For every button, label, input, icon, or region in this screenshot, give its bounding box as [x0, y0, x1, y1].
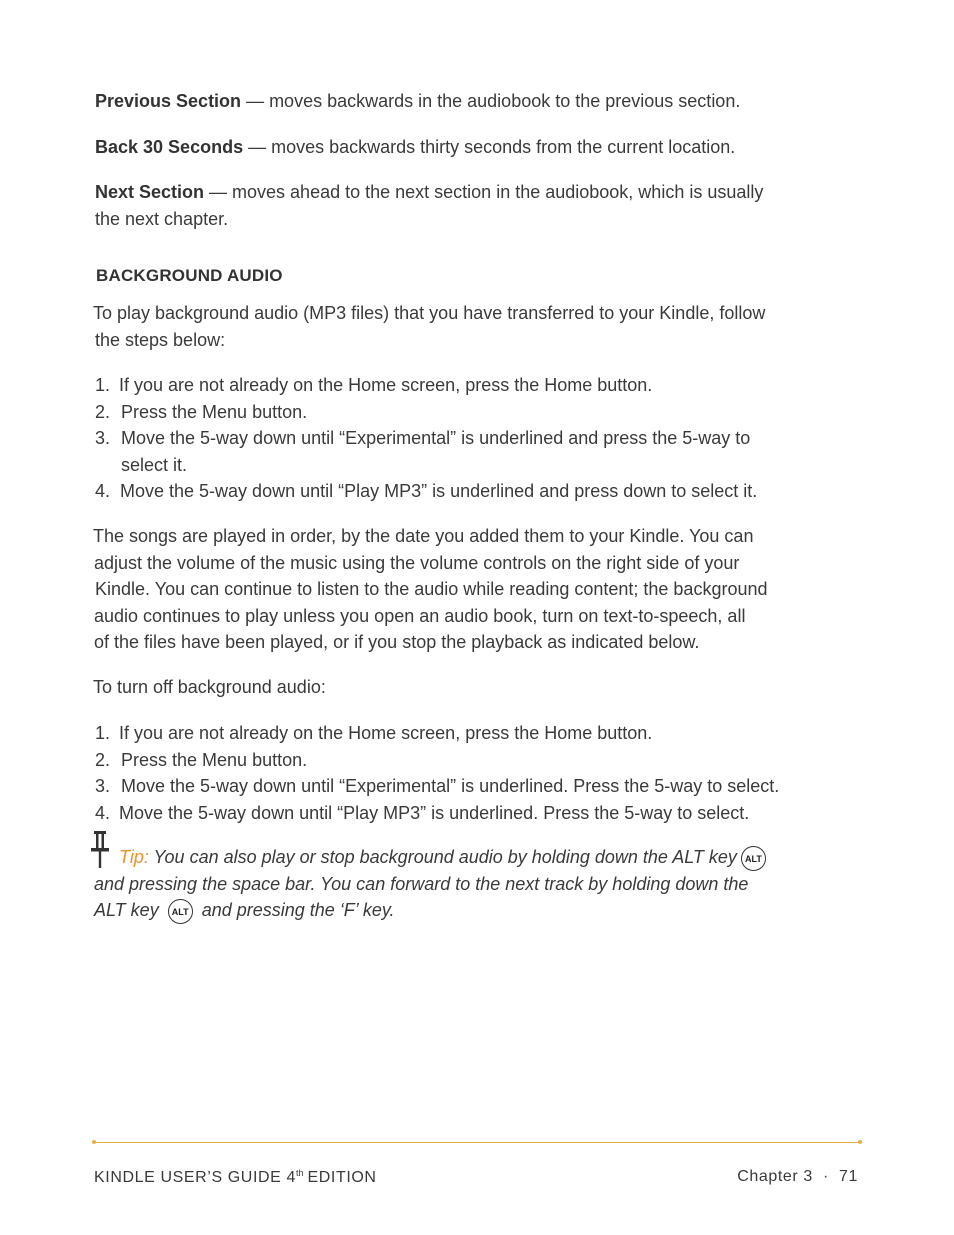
step-number: 2. — [95, 749, 111, 770]
intro-line: the steps below: — [95, 329, 226, 350]
paragraph-line: audio continues to play unless you open an audio book, turn on text-to-speech, all — [94, 605, 746, 626]
songs-paragraph — [93, 523, 873, 656]
control-term: Back 30 Seconds — [95, 137, 244, 157]
intro-line: To play background audio (MP3 files) that you have transferred to your Kindle, follow — [93, 303, 766, 323]
tip-text: You can also play or stop background audio by holding down the ALT key — [148, 847, 737, 867]
tip-line — [94, 847, 770, 867]
step-number: 3. — [95, 776, 111, 796]
step-text: Move the 5-way down until “Play MP3” is underlined and press down to select it. — [120, 481, 758, 501]
control-description-continued: the next chapter. — [95, 208, 229, 229]
section-heading: BACKGROUND AUDIO — [96, 266, 283, 285]
stop-steps-list — [95, 720, 885, 826]
step-text: If you are not already on the Home screen, press the Home button. — [119, 375, 653, 395]
step-number: 4. — [95, 802, 111, 823]
step-number: 1. — [95, 723, 111, 743]
step-text: Move the 5-way down until “Play MP3” is underlined. Press the 5-way to select. — [119, 802, 750, 823]
control-next-section — [95, 179, 875, 232]
footer-guide-title — [94, 1168, 377, 1187]
footer-chapter-page: Chapter 3 · 71 — [737, 1168, 858, 1185]
step-number: 4. — [95, 481, 111, 501]
step-number: 3. — [95, 428, 111, 448]
list-item — [95, 720, 885, 747]
control-description: — moves ahead to the next section in the audiobook, which is usually — [204, 182, 764, 202]
edition-word: EDITION — [307, 1169, 377, 1186]
list-item — [95, 800, 885, 827]
control-back-30-seconds — [95, 134, 875, 161]
list-item — [95, 773, 885, 800]
step-text: Move the 5-way down until “Experimental” is underlined and press the 5-way to — [121, 428, 751, 448]
tip-block — [94, 844, 874, 924]
paragraph-line: adjust the volume of the music using the volume controls on the right side of your — [94, 552, 740, 573]
paragraph-line: The songs are played in order, by the date you added them to your Kindle. You can — [93, 526, 754, 546]
step-text-continued: select it. — [121, 454, 188, 475]
control-description: — moves backwards thirty seconds from the current location. — [243, 137, 736, 157]
alt-key-icon: ALT — [741, 846, 766, 871]
tip-label: Tip: — [119, 847, 149, 867]
step-text: If you are not already on the Home screen, press the Home button. — [119, 723, 653, 743]
edition-superscript: th — [295, 1168, 304, 1178]
guide-title: KINDLE USER’S GUIDE 4 — [94, 1169, 296, 1186]
control-description: — moves backwards in the audiobook to the previous section. — [241, 91, 741, 111]
tip-line: and pressing the space bar. You can forward to the next track by holding down the — [94, 873, 749, 894]
turn-off-intro: To turn off background audio: — [93, 677, 326, 697]
list-item — [95, 747, 885, 774]
play-steps-list — [95, 372, 885, 505]
step-text: Move the 5-way down until “Experimental” is underlined. Press the 5-way to select. — [121, 776, 780, 796]
step-text: Press the Menu button. — [121, 401, 308, 422]
control-previous-section — [95, 88, 875, 115]
list-item — [95, 372, 885, 399]
control-term: Next Section — [95, 182, 205, 202]
step-number: 1. — [95, 375, 111, 395]
paragraph-line: Kindle. You can continue to listen to the audio while reading content; the background — [95, 579, 768, 599]
tip-line — [94, 900, 395, 920]
alt-key-icon: ALT — [168, 899, 193, 924]
step-number: 2. — [95, 401, 111, 422]
paragraph-line: of the files have been played, or if you stop the playback as indicated below. — [94, 632, 700, 652]
intro-paragraph — [93, 300, 873, 353]
list-item — [95, 425, 885, 478]
footer-rule — [94, 1142, 860, 1143]
control-term: Previous Section — [95, 91, 242, 111]
list-item — [95, 399, 885, 426]
list-item — [95, 478, 885, 505]
tip-text: ALT key — [94, 900, 159, 921]
step-text: Press the Menu button. — [121, 749, 308, 770]
tip-text: and pressing the ‘F’ key. — [201, 900, 395, 921]
